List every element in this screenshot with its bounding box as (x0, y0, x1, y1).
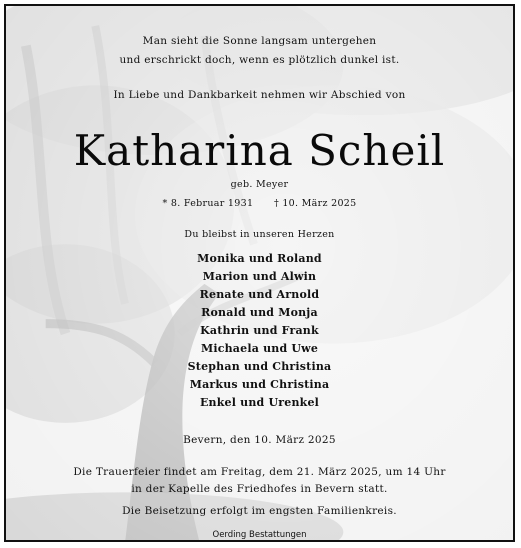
obituary-notice (4, 4, 515, 542)
verse-line: Man sieht die Sonne langsam untergehen (142, 35, 377, 47)
place-date: Bevern, den 10. März 2025 (183, 434, 336, 446)
undertaker-name: Oerding Bestattungen (212, 530, 307, 540)
farewell-line: In Liebe und Dankbarkeit nehmen wir Abschied von (113, 89, 406, 101)
deceased-name: Katharina Scheil (73, 126, 446, 175)
family-entry: Ronald und Monja (201, 306, 318, 319)
family-entry: Markus und Christina (189, 378, 330, 391)
family-entry: Michaela und Uwe (200, 342, 319, 355)
verse-line: und erschrickt doch, wenn es plötzlich dunkel ist. (119, 54, 400, 66)
family-entry: Stephan und Christina (187, 360, 332, 373)
birth-date: * 8. Februar 1931 (162, 198, 254, 209)
family-entry: Kathrin und Frank (200, 324, 319, 337)
maiden-name: geb. Meyer (230, 179, 289, 190)
death-date: † 10. März 2025 (273, 198, 357, 209)
life-dates (6, 198, 513, 209)
family-entry: Marion und Alwin (202, 270, 317, 283)
family-entry: Renate und Arnold (199, 288, 320, 301)
notice-content (6, 6, 513, 540)
burial-info: Die Beisetzung erfolgt im engsten Familienkreis. (122, 505, 397, 517)
mourners-intro: Du bleibst in unseren Herzen (184, 229, 335, 240)
family-entry: Enkel und Urenkel (199, 396, 320, 409)
funeral-info-line: Die Trauerfeier findet am Freitag, dem 21. März 2025, um 14 Uhr (73, 466, 446, 478)
funeral-info-line: in der Kapelle des Friedhofes in Bevern statt. (131, 483, 388, 495)
family-entry: Monika und Roland (197, 252, 322, 265)
